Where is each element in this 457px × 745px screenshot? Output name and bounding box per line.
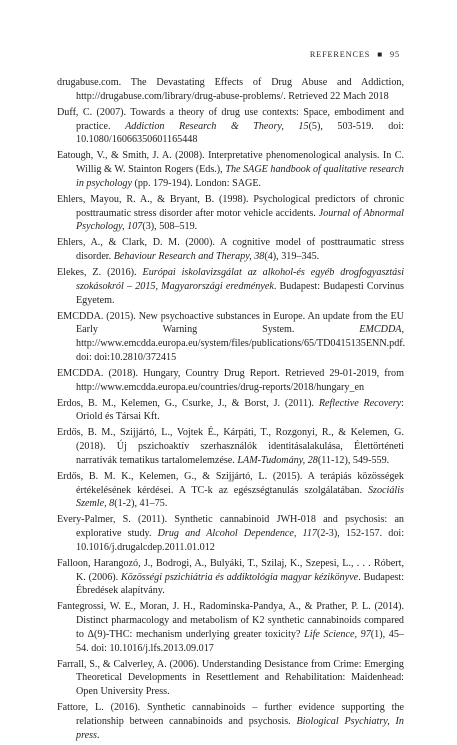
reference-entry	[57, 397, 404, 424]
reference-text: (4), 319–345.	[264, 251, 320, 262]
reference-entry	[57, 600, 404, 655]
reference-entry	[57, 513, 404, 554]
reference-italic-text: Biological Psychiatry, In press	[76, 715, 404, 741]
reference-entry	[57, 701, 404, 742]
reference-italic-text: Közösségi pszichiátria és addiktológia magyar kézikönyve	[120, 571, 359, 583]
reference-text: Erdos, B. M., Kelemen, G., Csurke, J., & Borst, J. (2011).	[57, 397, 319, 409]
reference-text: . Budapest: Ébredések alapítvány.	[76, 571, 405, 597]
reference-text: (1-2), 41–75.	[114, 498, 168, 510]
reference-text: , http://www.emcdda.europa.eu/system/files/publications/65/TD0415135ENN.pdf. doi: doi:10.2810/372415	[76, 324, 406, 363]
reference-entry	[57, 470, 404, 511]
reference-italic-text: The SAGE handbook of qualitative research in psychology	[76, 164, 404, 189]
reference-italic-text: LAM-Tudomány, 28	[237, 454, 318, 466]
reference-text: (3), 508–519.	[142, 221, 198, 233]
reference-entry	[57, 106, 404, 147]
reference-list	[57, 76, 404, 745]
reference-text: : Oriold és Társai Kft.	[76, 397, 404, 423]
reference-text: .	[97, 729, 100, 741]
reference-entry	[57, 426, 404, 467]
reference-entry	[57, 658, 404, 699]
page-number: 95	[390, 50, 400, 59]
reference-text: EMCDDA. (2015). New psychoactive substances in Europe. An update from the EU Early Warning System.	[57, 310, 404, 336]
reference-italic-text: Life Science, 97	[304, 628, 371, 640]
section-title: REFERENCES	[309, 50, 371, 59]
reference-italic-text: Reflective Recovery	[318, 397, 402, 409]
reference-text: Ehlers, Mayou, R. A., & Bryant, B. (1998). Psychological predictors of chronic posttraumatic stress disorder after motor vehicle accidents.	[57, 193, 404, 219]
reference-text: Eatough, V., & Smith, J. A. (2008). Interpretative phenomenological analysis. In C. Willig & W. Stainton Rogers (Eds.),	[57, 150, 404, 175]
reference-text: Farrall, S., & Calverley, A. (2006). Understanding Desistance from Crime: Emerging Theoretical Developments in Resettlement and Rehabilitation: Maidenhead: Open University Press.	[57, 658, 404, 697]
reference-text: drugabuse.com. The Devastating Effects of Drug Abuse and Addiction, http://drugabuse.com/library/drug-abuse-problems/. Retrieved 22 Mach 2018	[57, 77, 404, 102]
reference-entry	[57, 367, 404, 394]
reference-text: Erdős, B. M. K., Kelemen, G., & Szijjártó, L. (2015). A terápiás közösségek értékelésének kérdései. A TC-k az egészségtanulás szolgálatában.	[57, 470, 404, 496]
reference-italic-text: Drug and Alcohol Dependence, 117	[157, 528, 317, 540]
separator-square: ■	[377, 50, 384, 59]
reference-text: (2-3), 152-157. doi: 10.1016/j.drugalcdep.2011.01.012	[76, 528, 405, 553]
reference-text: Duff, C. (2007). Towards a theory of drug use contexts: Space, embodiment and practice.	[57, 106, 404, 132]
reference-italic-text: Journal of Abnormal Psychology, 107	[76, 207, 404, 233]
reference-text: (pp. 179-194). London: SAGE.	[131, 177, 262, 189]
reference-text: Ehlers, A., & Clark, D. M. (2000). A cognitive model of posttraumatic stress disorder.	[57, 237, 404, 262]
running-head	[310, 50, 400, 59]
reference-italic-text: Behaviour Research and Therapy, 38	[113, 251, 265, 262]
reference-italic-text: Európai iskolavizsgálat az alkohol-és egyéb drogfogyasztási szokásokról – 2015, Magyarországi eredmények	[76, 267, 405, 292]
reference-text: EMCDDA. (2018). Hungary, Country Drug Report. Retrieved 29-01-2019, from http://www.emcdda.europa.eu/countries/drug-reports/2018/hungary_en	[57, 367, 404, 393]
reference-italic-text: Addiction Research & Theory, 15	[125, 120, 309, 132]
reference-entry	[57, 236, 404, 263]
reference-text: (1), 45–54. doi: 10.1016/j.lfs.2013.09.017	[76, 628, 404, 654]
reference-entry	[57, 149, 404, 190]
reference-text: . Budapest: Budapesti Corvinus Egyetem.	[76, 280, 405, 306]
reference-text: (11-12), 549-559.	[317, 454, 390, 466]
reference-text: (5), 503-519. doi: 10.1080/16066350601165448	[76, 120, 404, 146]
reference-entry	[57, 557, 404, 598]
reference-entry	[57, 310, 404, 365]
reference-entry	[57, 266, 404, 307]
reference-italic-text: EMCDDA	[359, 324, 402, 336]
reference-entry	[57, 193, 404, 234]
reference-entry	[57, 76, 404, 103]
reference-text: Fattore, L. (2016). Synthetic cannabinoids – further evidence supporting the relationship between cannabinoids and psychosis.	[57, 702, 404, 727]
reference-text: Elekes, Z. (2016).	[57, 267, 143, 279]
reference-text: Every-Palmer, S. (2011). Synthetic cannabinoid JWH-018 and psychosis: an explorative study.	[57, 514, 404, 540]
reference-italic-text: Szociális Szemle, 8	[76, 484, 404, 510]
reference-text: Erdős, B. M., Szijjártó, L., Vojtek É., Kárpáti, T., Rozgonyi, R., & Kelemen, G. (2018). Új pszichoaktív szerhasználók identitásalakulása, Élettörténeti narratívák tematikus tartalomelemzése.	[57, 427, 404, 466]
reference-text: Fantegrossi, W. E., Moran, J. H., Radominska-Pandya, A., & Prather, P. L. (2014). Distinct pharmacology and metabolism of K2 synthetic cannabinoids compared to Δ(9)-THC: mechanism underlying greater toxicity?	[57, 601, 404, 640]
reference-text: Falloon, Harangozó, J., Bodrogi, A., Bulyáki, T., Szilaj, K., Szepesi, L., . . . Róbert, K. (2006).	[57, 557, 404, 583]
